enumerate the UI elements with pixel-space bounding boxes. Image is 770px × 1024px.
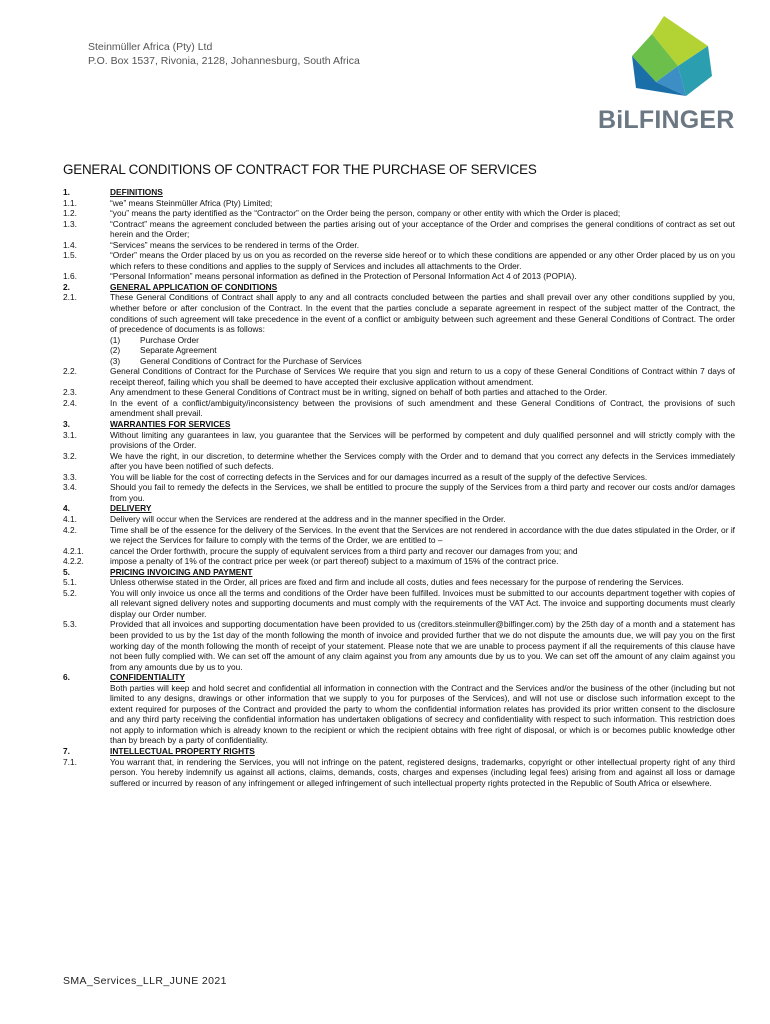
clause-text: Both parties will keep and hold secret and confidential all information in connection with the Contract and the Services and/or the business of the other (including but not limited to any designs, drawings or other information that we supply to you for purposes of the Services), and will not use or disclose such information except to the extent required for purposes of the Contract and provided the party to whom the confidential information relates has provided its prior written consent to the disclosure and any third party receiving the confidential information has undertaken obligations of secrecy and confidentiality with respect to such information. This restriction does not apply to information which is already known to the recipient or which the recipient obtains with free right of disposal, or which is or becomes public knowledge other than by breach by a party of confidentiality. xyxy=(110,682,735,746)
clause-text: “Personal Information” means personal information as defined in the Protection of Personal Information Act 4 of 2013 (POPIA). xyxy=(110,271,577,282)
section-title: PRICING INVOICING AND PAYMENT xyxy=(110,566,253,577)
clause-text: “Contract” means the agreement concluded between the parties arising out of your acceptance of the Order and comprises the general conditions of contract as set out herein and the Order; xyxy=(110,218,735,240)
clause-row xyxy=(63,472,735,483)
section-heading xyxy=(63,419,735,430)
clause-number: 2.3. xyxy=(63,387,77,398)
clause-number: 5. xyxy=(63,566,70,577)
clause-number: 1.6. xyxy=(63,271,77,282)
clause-number: 3.2. xyxy=(63,450,77,461)
clause-text: cancel the Order forthwith, procure the supply of equivalent services from a third party and recover our damages from you; and xyxy=(110,545,578,556)
clause-text: These General Conditions of Contract shall apply to any and all contracts concluded between the parties and shall prevail over any other conditions supplied by you, whether before or after conclusion of the Contract. In the event that the parties conclude a separate agreement in respect of the subject matter of the Contract, the conditions of such agreement will take precedence in the event of a conflict or ambiguity between such agreement and these General Conditions of Contract. The order of precedence of documents is as follows: xyxy=(110,292,735,335)
clause-row xyxy=(63,683,735,746)
clause-number: 1.3. xyxy=(63,218,77,229)
clause-number: 2. xyxy=(63,281,70,292)
clause-number: 5.3. xyxy=(63,619,77,630)
clause-row xyxy=(63,577,735,588)
clause-number xyxy=(63,345,110,356)
section-title: INTELLECTUAL PROPERTY RIGHTS xyxy=(110,745,255,756)
clause-number: 1.1. xyxy=(63,197,77,208)
clause-text: Should you fail to remedy the defects in the Services, we shall be entitled to procure the supply of the Services from a third party and recover our costs and/or damages from you. xyxy=(110,482,735,503)
list-marker: (2) xyxy=(110,345,121,356)
clause-row xyxy=(63,451,735,472)
section-title: GENERAL APPLICATION OF CONDITIONS xyxy=(110,281,278,292)
section-heading xyxy=(63,746,735,757)
clause-number: 2.2. xyxy=(63,366,77,377)
clause-number xyxy=(63,683,110,746)
clause-text: You warrant that, in rendering the Services, you will not infringe on the patent, registered designs, trademarks, copyright or other intellectual property right of any third person. You hereby indemnify us against all actions, claims, demands, costs, charges and expenses (including legal fees) arising from and against all loss or damage suffered or incurred by reason of any infringement or alleged infringement of such intellectual property rights protected in the Republic of South Africa or elsewhere. xyxy=(110,756,735,788)
clause-number xyxy=(63,335,110,346)
section-title: DELIVERY xyxy=(110,503,152,514)
clause-number: 4.1. xyxy=(63,513,77,524)
list-marker: (1) xyxy=(110,334,121,345)
section-heading xyxy=(63,187,735,198)
clause-number: 7.1. xyxy=(63,756,77,767)
clause-number: 4.2. xyxy=(63,524,77,535)
clause-number: 5.1. xyxy=(63,577,77,588)
clause-number: 3.1. xyxy=(63,429,77,440)
clause-number: 1.2. xyxy=(63,208,77,219)
clause-number: 6. xyxy=(63,672,70,683)
clause-row xyxy=(63,219,735,240)
section-heading xyxy=(63,672,735,683)
clause-text: General Conditions of Contract for the Purchase of Services We require that you sign and return to us a copy of these General Conditions of Contract within 7 days of receipt thereof, failing which you shall be deemed to have accepted their exclusive application without amendment. xyxy=(110,366,735,387)
clause-row xyxy=(63,366,735,387)
clause-row xyxy=(63,546,735,557)
clause-number: 2.4. xyxy=(63,397,77,408)
clause-text: Provided that all invoices and supporting documentation have been provided to us (creditors.steinmuller@bilfinger.com) by the 25th day of a month and a statement has been provided to us by the 1st day of the month following the month of invoice and provided further that we do not dispute the amounts due, we will pay you on the first working day of the month following the month of receipt of your statement. Please note that we are unable to process payment if all the requirements of this clause have not been fully complied with. We can set off the amount of any claim against you from any amounts due by us to you. We can set off the amount of any claim against you from any amounts due by us to you. xyxy=(110,619,735,672)
clause-row xyxy=(63,525,735,546)
precedence-list-item xyxy=(110,345,735,356)
bilfinger-logo xyxy=(596,16,736,134)
clause-row xyxy=(63,335,735,346)
clause-row xyxy=(63,356,735,367)
footer-document-code: SMA_Services_LLR_JUNE 2021 xyxy=(63,975,227,987)
clause-row xyxy=(63,430,735,451)
clauses-list xyxy=(63,187,735,788)
company-postal-address: P.O. Box 1537, Rivonia, 2128, Johannesburg, South Africa xyxy=(88,55,360,67)
section-heading xyxy=(63,503,735,514)
list-marker: (3) xyxy=(110,355,121,366)
section-title: CONFIDENTIALITY xyxy=(110,672,186,683)
clause-number: 4. xyxy=(63,503,70,514)
clause-text: In the event of a conflict/ambiguity/inconsistency between the provisions of such amendment and these General Conditions of Contract, the provisions of such amendment shall prevail. xyxy=(110,397,735,419)
clause-text: You will be liable for the cost of correcting defects in the Services and for our damages incurred as a result of the supply of the defective Services. xyxy=(110,471,648,482)
section-heading xyxy=(63,282,735,293)
company-name: Steinmüller Africa (Pty) Ltd xyxy=(88,41,213,53)
clause-number: 1. xyxy=(63,187,70,197)
clause-row xyxy=(63,271,735,282)
clause-text: “Order” means the Order placed by us on you as recorded on the reverse side hereof or to which these conditions are appended or any other Order placed by us on you which refers to these conditions and applies to the supply of Services and includes all attachments to the Order. xyxy=(110,250,735,271)
clause-row xyxy=(63,514,735,525)
clause-row xyxy=(63,482,735,503)
clause-text: Unless otherwise stated in the Order, all prices are fixed and firm and include all costs, duties and fees necessary for the purpose of rendering the Services. xyxy=(110,577,684,588)
clause-text: Delivery will occur when the Services are rendered at the address and in the manner specified in the Order. xyxy=(110,513,506,524)
clause-row xyxy=(63,757,735,789)
clause-text: Time shall be of the essence for the delivery of the Services. In the event that the Services are not rendered in accordance with the due dates stipulated in the Order, or if we reject the Services for failure to comply with the terms of the Order, we are entitled to – xyxy=(110,524,735,546)
clause-number: 3.4. xyxy=(63,482,77,493)
precedence-list-item xyxy=(110,335,735,346)
clause-text: Any amendment to these General Conditions of Contract must be in writing, signed on behalf of both parties and attached to the Order. xyxy=(110,387,608,398)
clause-row xyxy=(63,588,735,620)
clause-row xyxy=(63,292,735,334)
clause-number: 3.3. xyxy=(63,471,77,482)
clause-text: impose a penalty of 1% of the contract price per week (or part thereof) subject to a maximum of 15% of the contract price. xyxy=(110,556,559,567)
precedence-list-item xyxy=(110,356,735,367)
clause-row xyxy=(63,398,735,419)
clause-row xyxy=(63,240,735,251)
clause-row xyxy=(63,198,735,209)
clause-number: 5.2. xyxy=(63,587,77,598)
section-heading xyxy=(63,567,735,578)
list-item-text: Purchase Order xyxy=(140,334,199,345)
clause-text: Without limiting any guarantees in law, you guarantee that the Services will be performed by competent and duly qualified personnel and will strictly comply with the provisions of the Order. xyxy=(110,429,735,451)
clause-number: 4.2.2. xyxy=(63,556,84,567)
clause-text: “you” means the party identified as the “Contractor” on the Order being the person, company or other entity with which the Order is placed; xyxy=(110,208,621,219)
clause-number: 3. xyxy=(63,419,70,430)
clause-number: 4.2.1. xyxy=(63,545,84,556)
list-item-text: General Conditions of Contract for the Purchase of Services xyxy=(140,355,362,366)
clause-number xyxy=(63,356,110,367)
clause-number: 1.4. xyxy=(63,239,77,250)
clause-row xyxy=(63,619,735,672)
clause-text: We have the right, in our discretion, to determine whether the Services comply with the Order and to demand that you correct any defects in the Services immediately after you have been notified of such defects. xyxy=(110,450,735,472)
logo-wordmark: BiLFINGER xyxy=(598,106,735,134)
clause-row xyxy=(63,250,735,271)
bilfinger-logo-mark-icon xyxy=(616,16,716,102)
clause-row xyxy=(63,345,735,356)
clause-text: “Services” means the services to be rendered in terms of the Order. xyxy=(110,239,360,250)
clause-number: 1.5. xyxy=(63,250,77,261)
clause-row xyxy=(63,208,735,219)
company-address xyxy=(88,40,360,68)
clause-number: 2.1. xyxy=(63,292,77,303)
clause-text: “we” means Steinmüller Africa (Pty) Limited; xyxy=(110,197,273,208)
list-item-text: Separate Agreement xyxy=(140,345,217,356)
clause-text: You will only invoice us once all the terms and conditions of the Order have been fulfilled. Invoices must be submitted to our accounts department together with copies of all relevant signed delivery notes and supporting documents and must comply with the requirements of the VAT Act. The invoice and supporting documents must clearly display our Order number. xyxy=(110,587,735,619)
section-title: DEFINITIONS xyxy=(110,187,163,197)
clause-row xyxy=(63,387,735,398)
clause-number: 7. xyxy=(63,745,70,756)
section-title: WARRANTIES FOR SERVICES xyxy=(110,419,231,430)
document-title: GENERAL CONDITIONS OF CONTRACT FOR THE PURCHASE OF SERVICES xyxy=(63,162,537,177)
clause-row xyxy=(63,556,735,567)
